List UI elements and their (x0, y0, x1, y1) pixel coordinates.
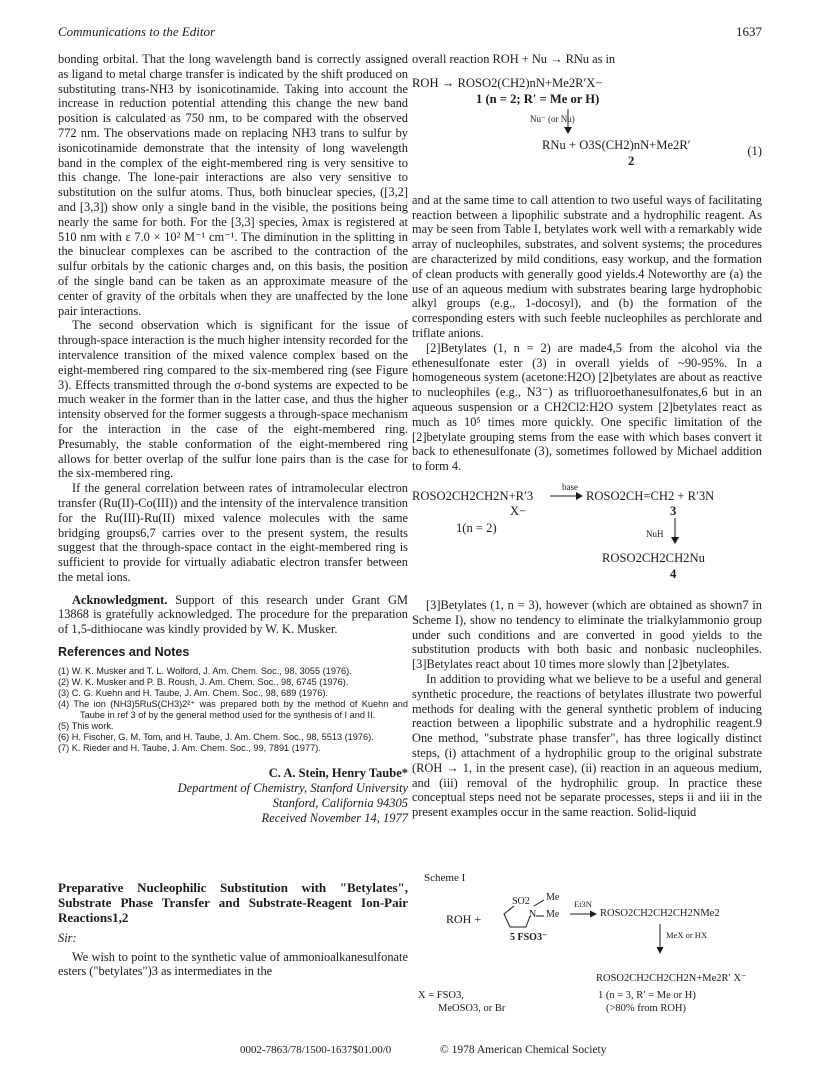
scheme-x-line1: X = FSO3, (418, 990, 464, 1001)
equation-1 (412, 75, 762, 193)
footer-code: 0002-7863/78/1500-1637$01.00/0 (240, 1044, 392, 1056)
reference: (2) W. K. Musker and P. B. Roush, J. Am. Chem. Soc., 98, 6745 (1976). (58, 676, 349, 687)
reference: (3) C. G. Kuehn and H. Taube, J. Am. Chem. Soc., 98, 689 (1976). (58, 687, 328, 698)
eq2-product: ROSO2CH2CH2Nu (602, 550, 705, 565)
left-column (58, 52, 408, 979)
signature-block (58, 766, 408, 826)
reference: (7) K. Rieder and H. Taube, J. Am. Chem. Soc., 99, 7891 (1977). (58, 742, 321, 753)
ack-label: Acknowledgment. (72, 592, 168, 607)
eq2-nuh: NuH (646, 528, 664, 539)
affiliation-city: Stanford, California 94305 (272, 795, 408, 810)
eq2-right: ROSO2CH=CH2 + R′3N (586, 488, 715, 503)
scheme-me2: Me (546, 909, 560, 920)
eq2-compound-4: 4 (670, 566, 677, 581)
reference: (6) H. Fischer, G. M. Tom, and H. Taube, J. Am. Chem. Soc., 98, 5513 (1976). (58, 731, 374, 742)
page-number: 1637 (736, 24, 762, 39)
ack-text: Support of this research under Grant GM 13868 is gratefully acknowledged. The procedure for the preparation of 1,5-dithiocane was kindly provided by W. K. Musker. (58, 592, 408, 637)
eq2-counterion: X− (510, 503, 527, 518)
scheme-compound-5: 5 FSO3⁻ (510, 932, 548, 943)
paragraph: bonding orbital. That the long wavelength band is correctly assigned as ligand to metal charge transfer is indicated by the shift produced on substituting trans-NH3 by isonicotinamide. Taking into account the increase in reduction potential attending this change the new band position is calculated as 750 nm, to be compared with the observed 772 nm. The observations made on replacing NH3 trans to sulfur by isonicotinamide demonstrate that the intensity of long wavelength band in the complex of the eight-membered ring is very sensitive to this change. The lone-pair interactions are also very sensitive to substitution on the sulfur atoms. Thus, both binuclear species, ([3,2] and [3,3]) show only a single band in the visible, the positions being nearly the same for both. For the [3,3] species, λmax is registered at 510 nm with ε 7.0 × 10² M⁻¹ cm⁻¹. The diminution in the splitting in the binuclear complexes can be ascribed to the contraction of the sulfur orbitals by the cationic charges and, on this basis, the position of the single band can be taken as an approximate measure of the center of gravity of the orbitals when they are unaffected by the lone pair interactions. (58, 52, 408, 318)
eq1-compound-2: 2 (628, 153, 635, 168)
eq1-line3: RNu + O3S(CH2)nN+Me2R′ (542, 137, 691, 152)
scheme-compound-1: 1 (n = 3, R′ = Me or H) (598, 990, 696, 1001)
eq1-label: (1) (747, 143, 762, 158)
salutation: Sir: (58, 930, 77, 945)
eq2-compound-3: 3 (670, 503, 677, 518)
references-list (58, 666, 408, 754)
down-arrow-icon (655, 924, 665, 956)
scheme-mex: MeX or HX (666, 930, 708, 940)
scheme-me1: Me (546, 892, 560, 903)
right-column (412, 52, 762, 820)
scheme-title: Scheme I (424, 872, 466, 884)
authors: C. A. Stein, Henry Taube* (268, 765, 408, 780)
eq2-left: ROSO2CH2CH2N+R′3 (412, 488, 534, 503)
reference: (4) The ion (NH3)5RuS(CH3)2²⁺ was prepared both by the method of Kuehn and Taube in ref 3 of by the general method used for the synthesis of I and II. (58, 698, 408, 720)
down-arrow-icon (669, 518, 681, 546)
scheme-product-1: ROSO2CH2CH2CH2NMe2 (600, 908, 720, 919)
paragraph: In addition to providing what we believe to be a useful and general synthetic procedure, the reactions of betylates illustrate two powerful methods for dealing with the general synthetic problem of inducing reaction between a lipophilic substrate and a hydrophilic reagent.9 One method, "substrate phase transfer", has three logically distinct steps, (i) attachment of a hydrophilic group to the original substrate (ROH → 1, in the present case), (ii) reaction in an aqueous medium, and (iii) removal of the hydrophilic group. In practice these conceptual steps need not be separate processes, steps ii and iii in the present examples occur in the same reaction. Solid-liquid (412, 671, 762, 820)
paragraph: [2]Betylates (1, n = 2) are made4,5 from the alcohol via the ethenesulfonate ester (3) in overall yields of ~90-95%. In a homogeneous system (acetone:H2O) [2]betylates are about as reactive to nucleophiles (e.g., N3⁻) as trifluoroethanesulfonates,6 but in an aqueous suspension or a CH2Cl2:H2O system [2]betylates react as much as 10⁵ times more quickly. One specific limitation of the [2]betylate grouping stems from the ease with which bases convert it back to ethenesulfonate (3), sometimes followed by Michael addition to form 4. (412, 340, 762, 474)
right-arrow-icon (550, 491, 584, 501)
eq1-reagent: Nu⁻ (or Nu) (530, 113, 575, 124)
running-header: Communications to the Editor (58, 24, 216, 39)
article-title: Preparative Nucleophilic Substitution with "Betylates", Substrate Phase Transfer and Substrate-Reagent Ion-Pair Reactions1,2 (58, 879, 408, 925)
scheme-et3n: Et3N (574, 899, 592, 909)
paragraph: If the general correlation between rates of intramolecular electron transfer (Ru(II)-Co(III)) and the intensity of the intervalence transition for the Ru(III)-Ru(II) mixed valence molecules with the same bridging groups6,7 carries over to the present system, the results suggest that the through-space contact in the eight-membered ring is sufficient to provide for virtually adiabatic electron transfer between the metal ions. (58, 481, 408, 584)
received-date: Received November 14, 1977 (261, 810, 408, 825)
scheme-1 (412, 872, 762, 1037)
reference: (1) W. K. Musker and T. L. Wolford, J. Am. Chem. Soc., 98, 3055 (1976). (58, 665, 352, 676)
scheme-x-line2: MeOSO3, or Br (438, 1003, 506, 1014)
reference: (5) This work. (58, 720, 114, 731)
references-heading: References and Notes (58, 645, 190, 660)
acknowledgment (58, 593, 408, 637)
paragraph: overall reaction ROH + Nu → RNu as in (412, 52, 616, 66)
right-arrow-icon (570, 910, 598, 918)
equation-2 (412, 481, 762, 590)
eq1-line1: ROH → ROSO2(CH2)nN+Me2R′X− (412, 75, 603, 90)
footer-copyright: © 1978 American Chemical Society (440, 1044, 607, 1056)
scheme-yield: (>80% from ROH) (606, 1003, 686, 1014)
eq2-base: base (562, 481, 578, 492)
affiliation: Department of Chemistry, Stanford University (177, 780, 408, 795)
scheme-roh: ROH + (446, 912, 482, 926)
paragraph: We wish to point to the synthetic value of ammonioalkanesulfonate esters ("betylates")3 as intermediates in the (58, 949, 408, 979)
eq2-compound-1: 1(n = 2) (456, 520, 497, 535)
paragraph: [3]Betylates (1, n = 3), however (which are obtained as shown7 in Scheme I), show no tendency to eliminate the trialkylammonio group under such conditions and are converted in good yields to the substitution products with both basic and nonbasic nucleophiles. [3]Betylates react about 10 times more slowly than [2]betylates. (412, 597, 762, 672)
paragraph: The second observation which is significant for the issue of through-space interaction is the much higher intensity recorded for the intervalence transition of the mixed valence complex based on the eight-membered ring compared to the six-membered ring (see Figure 3). Effects transmitted through the σ-bond systems are expected to be much weaker in the former than in the latter case, and thus the higher intensity observed for the former suggests a through-space mechanism for the interaction in the case of the eight-membered ring. Presumably, the stable conformation of the eight-membered ring allows for better overlap of the sulfur lone pairs than is the case for the six-membered ring. (58, 318, 408, 481)
scheme-product-2: ROSO2CH2CH2CH2N+Me2R′ X⁻ (596, 973, 747, 984)
scheme-so2: SO2 (512, 896, 530, 907)
scheme-n: N (529, 909, 537, 920)
down-arrow-icon (562, 109, 574, 135)
eq1-line2: 1 (n = 2; R′ = Me or H) (476, 91, 600, 106)
paragraph: and at the same time to call attention to two useful ways of facilitating reaction between a lipophilic substrate and a hydrophilic reagent. As may be seen from Table I, betylates work well with a remarkably wide array of nucleophiles, substrates, and solvent systems; the procedures are characterized by mild conditions, easy workup, and the formation of clean products with generally good yields.4 Noteworthy are (a) the use of an aqueous medium with substrates bearing large hydrophobic alkyl groups (e.g., 1-docosyl), and (b) the formation of the corresponding esters with such feeble nucleophiles as perchlorate and triflate anions. (412, 192, 762, 340)
